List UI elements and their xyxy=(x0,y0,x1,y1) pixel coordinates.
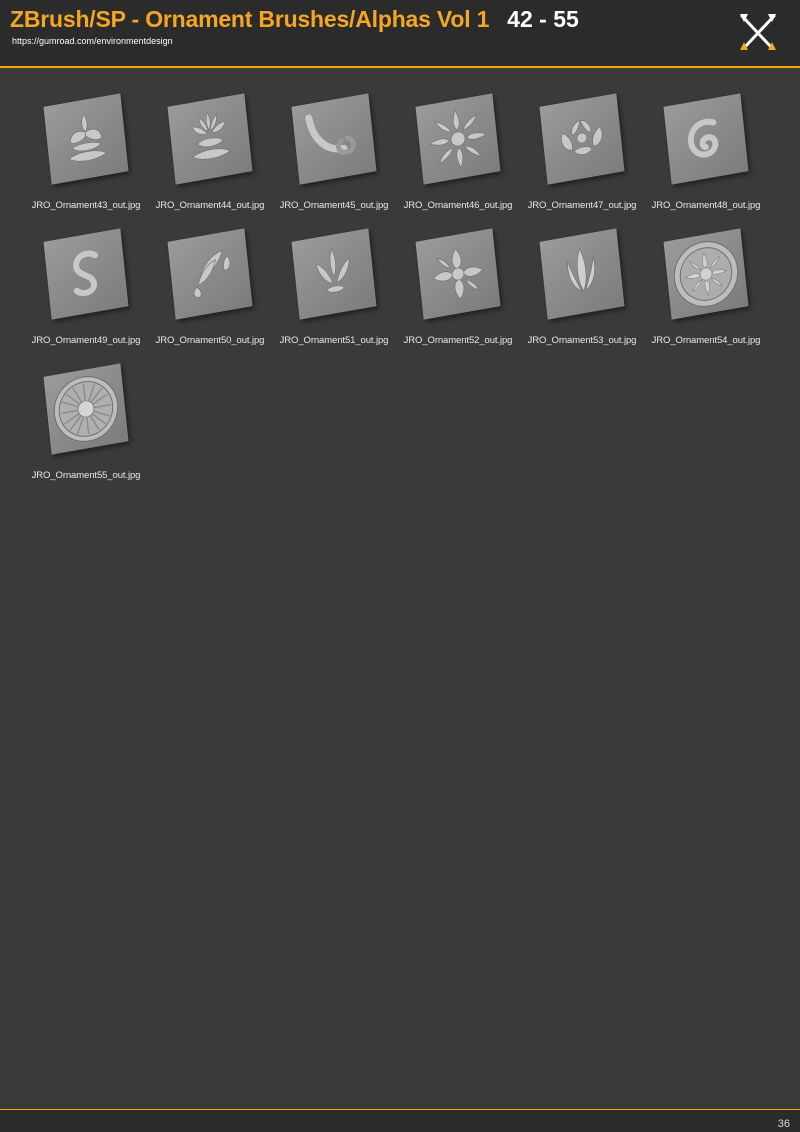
thumbnail-image[interactable] xyxy=(527,219,637,329)
list-item[interactable] xyxy=(644,84,768,211)
quatrefoil-icon xyxy=(416,228,501,319)
thumbnail-label: JRO_Ornament45_out.jpg xyxy=(279,200,389,211)
list-item[interactable] xyxy=(396,219,520,346)
volute-scroll-icon xyxy=(292,93,377,184)
thumbnail-label: JRO_Ornament51_out.jpg xyxy=(279,335,389,346)
list-item[interactable] xyxy=(520,84,644,211)
rosette-star-icon xyxy=(416,93,501,184)
list-item[interactable] xyxy=(272,84,396,211)
list-item[interactable] xyxy=(24,354,148,481)
acanthus-palmette-icon xyxy=(168,93,253,184)
thumbnail-image[interactable] xyxy=(403,219,513,329)
gallery-row xyxy=(0,219,800,346)
thumbnail-label: JRO_Ornament50_out.jpg xyxy=(155,335,265,346)
list-item[interactable] xyxy=(272,219,396,346)
medallion-sunburst-icon xyxy=(44,363,129,454)
tulip-icon xyxy=(540,228,625,319)
thumbnail-image[interactable] xyxy=(651,219,761,329)
thumbnail-image[interactable] xyxy=(155,84,265,194)
list-item[interactable] xyxy=(520,219,644,346)
list-item[interactable] xyxy=(148,219,272,346)
thumbnail-label: JRO_Ornament53_out.jpg xyxy=(527,335,637,346)
gallery-row xyxy=(0,354,800,481)
page-header xyxy=(0,0,800,68)
thumbnail-label: JRO_Ornament52_out.jpg xyxy=(403,335,513,346)
page-range: 42 - 55 xyxy=(507,6,579,32)
list-item[interactable] xyxy=(24,219,148,346)
thumbnail-image[interactable] xyxy=(279,84,389,194)
thumbnail-image[interactable] xyxy=(31,219,141,329)
list-item[interactable] xyxy=(396,84,520,211)
thumbnail-image[interactable] xyxy=(31,354,141,464)
header-url: https://gumroad.com/environmentdesign xyxy=(12,36,173,46)
double-scroll-icon xyxy=(540,93,625,184)
thumbnail-label: JRO_Ornament48_out.jpg xyxy=(651,200,761,211)
medallion-rosette-icon xyxy=(664,228,749,319)
fleur-leaf-icon xyxy=(292,228,377,319)
thumbnail-gallery xyxy=(0,70,800,489)
thumbnail-label: JRO_Ornament47_out.jpg xyxy=(527,200,637,211)
list-item[interactable] xyxy=(148,84,272,211)
thumbnail-image[interactable] xyxy=(31,84,141,194)
thumbnail-label: JRO_Ornament46_out.jpg xyxy=(403,200,513,211)
thumbnail-image[interactable] xyxy=(155,219,265,329)
thumbnail-label: JRO_Ornament44_out.jpg xyxy=(155,200,265,211)
list-item[interactable] xyxy=(644,219,768,346)
thumbnail-label: JRO_Ornament43_out.jpg xyxy=(31,200,141,211)
header-title-row xyxy=(10,6,579,33)
s-scroll-icon xyxy=(44,228,129,319)
thumbnail-image[interactable] xyxy=(279,219,389,329)
page-number: 36 xyxy=(777,1118,790,1130)
thumbnail-label: JRO_Ornament55_out.jpg xyxy=(31,470,141,481)
page-title: ZBrush/SP - Ornament Brushes/Alphas Vol 1 xyxy=(10,6,490,32)
list-item[interactable] xyxy=(24,84,148,211)
page-footer xyxy=(0,1109,800,1132)
thumbnail-label: JRO_Ornament54_out.jpg xyxy=(651,335,761,346)
fleur-de-lis-icon xyxy=(44,93,129,184)
thumbnail-image[interactable] xyxy=(651,84,761,194)
spiral-shell-icon xyxy=(664,93,749,184)
acanthus-leaf-icon xyxy=(168,228,253,319)
thumbnail-image[interactable] xyxy=(527,84,637,194)
crossed-tools-icon xyxy=(734,10,782,54)
thumbnail-image[interactable] xyxy=(403,84,513,194)
gallery-row xyxy=(0,84,800,211)
thumbnail-label: JRO_Ornament49_out.jpg xyxy=(31,335,141,346)
